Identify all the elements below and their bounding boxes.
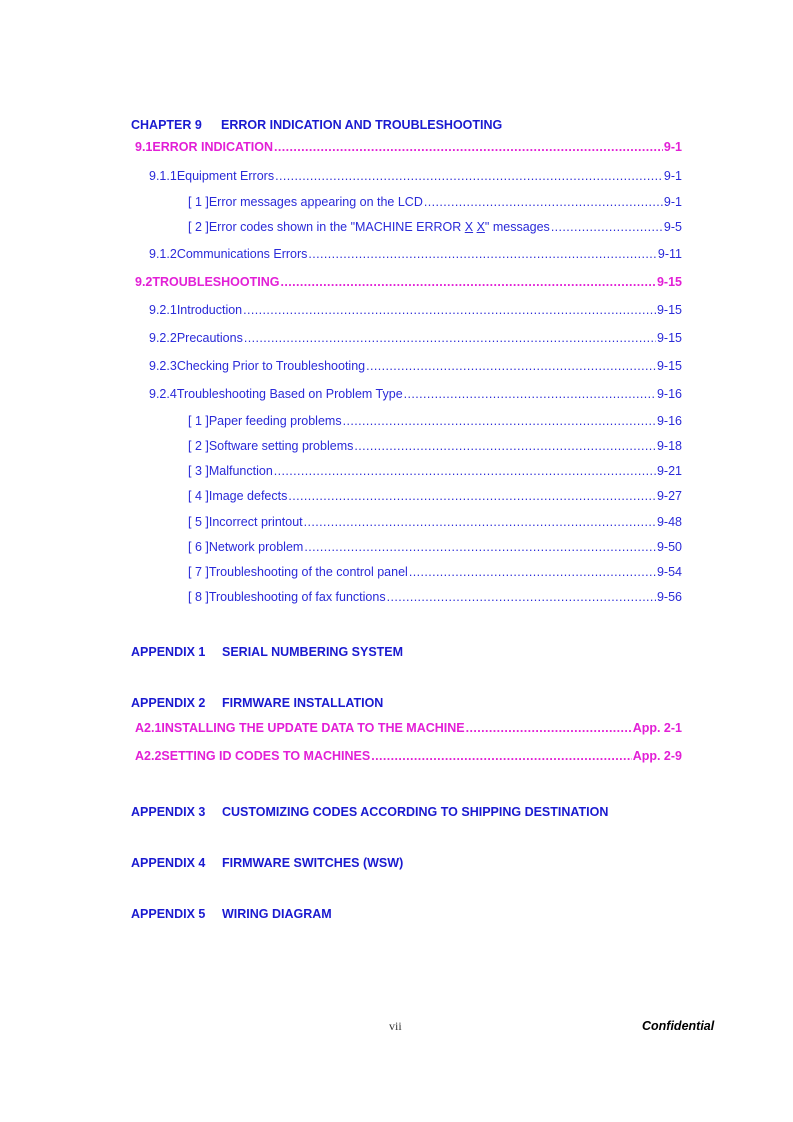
subsection-page: 9-16 — [656, 387, 682, 401]
dot-leader — [387, 590, 656, 604]
item-title-post: " messages — [484, 220, 550, 234]
item-title: Incorrect printout — [208, 515, 303, 529]
toc-item-9-2-4-7[interactable] — [188, 565, 682, 579]
dot-leader — [424, 195, 663, 209]
dot-leader — [275, 169, 663, 183]
subsection-number: 9.1.1 — [149, 169, 177, 183]
item-page: 9-18 — [656, 439, 682, 453]
item-number: [ 4 ] — [188, 489, 209, 503]
subsection-page: 9-1 — [663, 169, 682, 183]
appendix-3-heading[interactable] — [131, 805, 608, 819]
item-page: 9-16 — [656, 414, 682, 428]
toc-entry-a2-1[interactable] — [135, 721, 682, 735]
toc-entry-9-2-2[interactable] — [149, 331, 682, 345]
chapter-label: CHAPTER 9 — [131, 118, 202, 132]
section-page: 9-1 — [663, 140, 682, 154]
subsection-title: Troubleshooting Based on Problem Type — [176, 387, 403, 401]
subsection-page: 9-15 — [656, 359, 682, 373]
item-page: 9-1 — [663, 195, 682, 209]
item-title — [209, 220, 550, 234]
item-number: [ 2 ] — [188, 220, 209, 234]
appendix-section-title: INSTALLING THE UPDATE DATA TO THE MACHINE — [161, 721, 465, 735]
dot-leader — [274, 464, 656, 478]
toc-entry-9-2-4[interactable] — [149, 387, 682, 401]
dot-leader — [409, 565, 656, 579]
appendix-title: WIRING DIAGRAM — [222, 907, 332, 921]
dot-leader — [304, 515, 656, 529]
toc-entry-9-1-2[interactable] — [149, 247, 682, 261]
chapter-title: ERROR INDICATION AND TROUBLESHOOTING — [221, 118, 503, 132]
appendix-section-page: App. 2-1 — [632, 721, 682, 735]
item-title-x1: X — [464, 220, 474, 234]
subsection-number: 9.2.3 — [149, 359, 177, 373]
appendix-5-heading[interactable] — [131, 907, 332, 921]
item-number: [ 1 ] — [188, 195, 209, 209]
subsection-title: Precautions — [176, 331, 243, 345]
toc-item-9-2-4-5[interactable] — [188, 515, 682, 529]
appendix-title: CUSTOMIZING CODES ACCORDING TO SHIPPING DESTINATION — [222, 805, 609, 819]
subsection-page: 9-15 — [656, 331, 682, 345]
item-number: [ 6 ] — [188, 540, 209, 554]
dot-leader — [280, 275, 655, 289]
appendix-2-heading[interactable] — [131, 696, 383, 710]
footer-page-number: vii — [389, 1019, 402, 1033]
dot-leader — [304, 540, 656, 554]
appendix-title: FIRMWARE SWITCHES (WSW) — [222, 856, 404, 870]
item-number: [ 1 ] — [188, 414, 209, 428]
subsection-number: 9.1.2 — [149, 247, 177, 261]
toc-item-9-1-1-1[interactable] — [188, 195, 682, 209]
dot-leader — [354, 439, 656, 453]
dot-leader — [288, 489, 656, 503]
section-page: 9-15 — [656, 275, 682, 289]
item-page: 9-5 — [663, 220, 682, 234]
item-title: Image defects — [208, 489, 288, 503]
item-page: 9-50 — [656, 540, 682, 554]
appendix-section-number: A2.1 — [135, 721, 162, 735]
subsection-number: 9.2.2 — [149, 331, 177, 345]
toc-entry-9-1-1[interactable] — [149, 169, 682, 183]
footer-confidential: Confidential — [642, 1019, 715, 1033]
dot-leader — [308, 247, 657, 261]
subsection-number: 9.2.4 — [149, 387, 177, 401]
dot-leader — [551, 220, 663, 234]
section-title: ERROR INDICATION — [152, 140, 273, 154]
toc-item-9-2-4-4[interactable] — [188, 489, 682, 503]
toc-item-9-2-4-8[interactable] — [188, 590, 682, 604]
appendix-title: SERIAL NUMBERING SYSTEM — [222, 645, 404, 659]
dot-leader — [404, 387, 656, 401]
toc-item-9-1-1-2[interactable] — [188, 220, 682, 234]
subsection-title: Communications Errors — [176, 247, 308, 261]
appendix-label: APPENDIX 1 — [131, 645, 206, 659]
toc-item-9-2-4-1[interactable] — [188, 414, 682, 428]
dot-leader — [244, 331, 656, 345]
item-number: [ 2 ] — [188, 439, 209, 453]
item-title-x2: X — [476, 220, 485, 234]
appendix-label: APPENDIX 2 — [131, 696, 206, 710]
appendix-title: FIRMWARE INSTALLATION — [222, 696, 384, 710]
item-title: Network problem — [208, 540, 304, 554]
subsection-title: Equipment Errors — [176, 169, 275, 183]
item-page: 9-56 — [656, 590, 682, 604]
appendix-section-page: App. 2-9 — [632, 749, 682, 763]
toc-item-9-2-4-6[interactable] — [188, 540, 682, 554]
subsection-number: 9.2.1 — [149, 303, 177, 317]
toc-entry-a2-2[interactable] — [135, 749, 682, 763]
appendix-label: APPENDIX 5 — [131, 907, 206, 921]
item-page: 9-48 — [656, 515, 682, 529]
appendix-label: APPENDIX 3 — [131, 805, 206, 819]
appendix-4-heading[interactable] — [131, 856, 403, 870]
section-title: TROUBLESHOOTING — [152, 275, 280, 289]
item-title: Troubleshooting of fax functions — [208, 590, 386, 604]
dot-leader — [466, 721, 632, 735]
dot-leader — [371, 749, 631, 763]
dot-leader — [274, 140, 663, 154]
item-number: [ 5 ] — [188, 515, 209, 529]
chapter-heading — [131, 118, 502, 132]
item-title: Malfunction — [208, 464, 273, 478]
item-title: Error messages appearing on the LCD — [208, 195, 423, 209]
dot-leader — [243, 303, 656, 317]
subsection-title: Introduction — [176, 303, 243, 317]
subsection-title: Checking Prior to Troubleshooting — [176, 359, 366, 373]
dot-leader — [366, 359, 656, 373]
toc-entry-9-2-1[interactable] — [149, 303, 682, 317]
dot-leader — [343, 414, 656, 428]
item-page: 9-27 — [656, 489, 682, 503]
item-title: Paper feeding problems — [208, 414, 342, 428]
appendix-1-heading[interactable] — [131, 645, 403, 659]
item-title: Software setting problems — [208, 439, 354, 453]
item-number: [ 3 ] — [188, 464, 209, 478]
appendix-section-number: A2.2 — [135, 749, 162, 763]
appendix-label: APPENDIX 4 — [131, 856, 206, 870]
subsection-page: 9-15 — [656, 303, 682, 317]
item-title-pre: Error codes shown in the "MACHINE ERROR — [208, 220, 465, 234]
item-page: 9-21 — [656, 464, 682, 478]
toc-item-9-2-4-3[interactable] — [188, 464, 682, 478]
toc-entry-9-2[interactable] — [135, 275, 682, 289]
subsection-page: 9-11 — [657, 247, 682, 261]
section-number: 9.1 — [135, 140, 153, 154]
appendix-section-title: SETTING ID CODES TO MACHINES — [161, 749, 371, 763]
item-number: [ 8 ] — [188, 590, 209, 604]
item-number: [ 7 ] — [188, 565, 209, 579]
section-number: 9.2 — [135, 275, 153, 289]
item-page: 9-54 — [656, 565, 682, 579]
toc-entry-9-1[interactable] — [135, 140, 682, 154]
item-title: Troubleshooting of the control panel — [208, 565, 408, 579]
toc-entry-9-2-3[interactable] — [149, 359, 682, 373]
toc-item-9-2-4-2[interactable] — [188, 439, 682, 453]
